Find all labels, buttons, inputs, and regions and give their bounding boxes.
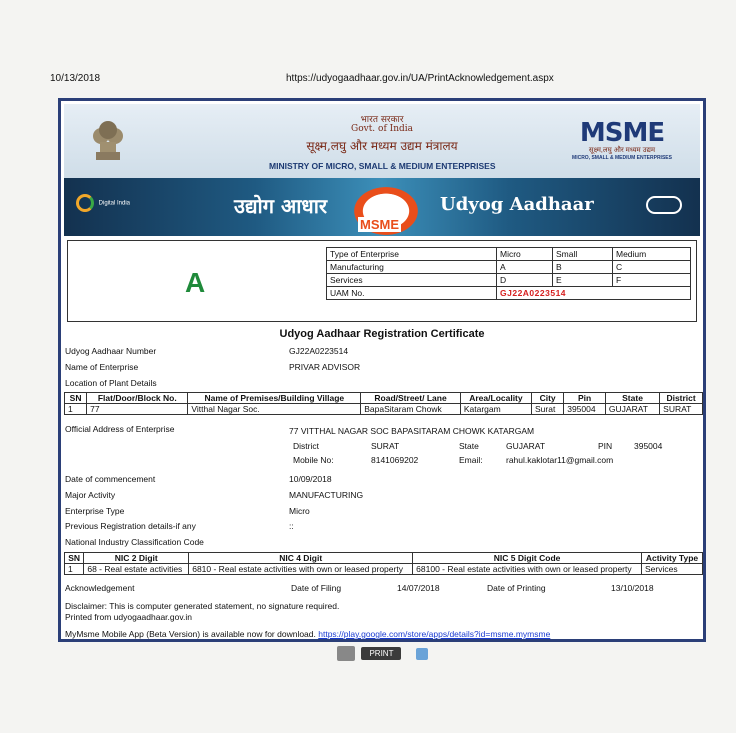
uan-value: GJ22A0223514 (289, 346, 349, 356)
home-icon[interactable] (416, 648, 428, 660)
enterprise-category-box (67, 240, 697, 322)
column-header: SN (65, 553, 84, 564)
column-header: NIC 2 Digit (84, 553, 189, 564)
udyog-aadhaar-seal-icon (350, 184, 422, 238)
table-row (327, 248, 691, 261)
table-cell: BapaSitaram Chowk (361, 404, 461, 415)
commencement-label: Date of commencement (65, 474, 156, 484)
table-row (327, 287, 691, 300)
uam-number: GJ22A0223514 (497, 287, 691, 300)
certificate-frame (58, 98, 706, 642)
table-cell: SURAT (660, 404, 703, 415)
table-row (327, 274, 691, 287)
table-cell: Surat (532, 404, 564, 415)
filing-date-label: Date of Filing (291, 583, 342, 593)
printing-date-value: 13/10/2018 (611, 583, 654, 593)
print-toolbar (337, 645, 428, 663)
table-cell: E (553, 274, 613, 287)
table-cell: 1 (65, 564, 84, 575)
column-header: Pin (564, 393, 606, 404)
digital-india-icon (76, 194, 94, 212)
district-value: SURAT (371, 441, 400, 451)
mobile-app-text: MyMsme Mobile App (Beta Version) is available now for download. (65, 629, 316, 639)
certificate-title: Udyog Aadhaar Registration Certificate (279, 328, 485, 340)
pin-value: 395004 (634, 441, 663, 451)
table-header-row (65, 553, 703, 564)
column-header: Road/Street/ Lane (361, 393, 461, 404)
msme-logo-text: MSME (579, 118, 665, 148)
filing-date-value: 14/07/2018 (397, 583, 440, 593)
column-header: SN (65, 393, 87, 404)
enterprise-name-label: Name of Enterprise (65, 362, 139, 372)
enterprise-name-value: PRIVAR ADVISOR (289, 362, 361, 372)
digital-india-logo (76, 194, 130, 212)
govt-english: Govt. of India (351, 124, 413, 134)
banner-top (64, 104, 700, 178)
printing-date-label: Date of Printing (487, 583, 546, 593)
disclaimer: Disclaimer: This is computer generated statement, no signature required. (65, 601, 340, 611)
column-header: Name of Premises/Building Village (188, 393, 361, 404)
table-cell: Manufacturing (327, 261, 497, 274)
nic-code-label: National Industry Classification Code (65, 537, 204, 547)
table-cell: 395004 (564, 404, 606, 415)
nic-table (64, 552, 703, 575)
district-label: District (293, 441, 319, 451)
printed-from: Printed from udyogaadhaar.gov.in (65, 612, 192, 622)
table-row (65, 404, 703, 415)
print-url: https://udyogaadhaar.gov.in/UA/PrintAcknowledgement.aspx (286, 73, 554, 84)
seal-msme-text: MSME (360, 217, 399, 232)
plant-details-table (64, 392, 703, 415)
table-cell: 68 - Real estate activities (84, 564, 189, 575)
column-header: Flat/Door/Block No. (87, 393, 188, 404)
table-cell: Services (641, 564, 702, 575)
table-cell: 77 (87, 404, 188, 415)
table-cell: GUJARAT (605, 404, 659, 415)
major-activity-label: Major Activity (65, 490, 116, 500)
printer-icon[interactable] (337, 646, 355, 661)
enterprise-type-label: Enterprise Type (65, 506, 125, 516)
print-date: 10/13/2018 (50, 73, 101, 84)
table-cell: C (613, 261, 691, 274)
msme-logo-hindi: सूक्ष्म,लघु और मध्यम उद्यम (588, 147, 656, 154)
uan-label: Udyog Aadhaar Number (65, 346, 157, 356)
table-cell: Micro (497, 248, 553, 261)
govt-hindi: भारत सरकार (360, 115, 404, 125)
column-header: District (660, 393, 703, 404)
ministry-english: MINISTRY OF MICRO, SMALL & MEDIUM ENTERPRISES (269, 161, 496, 171)
mobile-label: Mobile No: (293, 455, 334, 465)
major-activity-value: MANUFACTURING (289, 490, 364, 500)
column-header: City (532, 393, 564, 404)
table-cell: B (553, 261, 613, 274)
enterprise-type-table (326, 247, 691, 300)
msme-logo (562, 120, 682, 172)
mobile-app-note (65, 629, 550, 639)
column-header: NIC 4 Digit (189, 553, 413, 564)
table-cell: D (497, 274, 553, 287)
table-cell: 1 (65, 404, 87, 415)
state-value: GUJARAT (506, 441, 546, 451)
commencement-value: 10/09/2018 (289, 474, 332, 484)
category-letter: A (185, 267, 206, 298)
table-header-row (65, 393, 703, 404)
table-cell: Type of Enterprise (327, 248, 497, 261)
print-button[interactable]: PRINT (361, 647, 401, 660)
table-cell: Vitthal Nagar Soc. (188, 404, 361, 415)
table-cell: A (497, 261, 553, 274)
udyog-english: Udyog Aadhaar (440, 194, 594, 215)
state-label: State (459, 441, 479, 451)
table-cell: 68100 - Real estate activities with own or leased property (413, 564, 642, 575)
previous-registration-label: Previous Registration details-if any (65, 521, 196, 531)
previous-registration-value: :: (289, 521, 294, 531)
table-cell: Small (553, 248, 613, 261)
mobile-value: 8141069202 (371, 455, 419, 465)
column-header: Activity Type (641, 553, 702, 564)
uam-label: UAM No. (327, 287, 497, 300)
column-header: NIC 5 Digit Code (413, 553, 642, 564)
column-header: Area/Locality (460, 393, 531, 404)
column-header: State (605, 393, 659, 404)
official-address-label: Official Address of Enterprise (65, 424, 175, 434)
pin-label: PIN (598, 441, 613, 451)
table-row (65, 564, 703, 575)
email-label: Email: (459, 455, 483, 465)
table-cell: Services (327, 274, 497, 287)
ministry-hindi: सूक्ष्म,लघु और मध्यम उद्यम मंत्रालय (306, 139, 458, 153)
msme-logo-english: MICRO, SMALL & MEDIUM ENTERPRISES (572, 155, 672, 161)
enterprise-type-value: Micro (289, 506, 310, 516)
aadhaar-logo-icon (646, 196, 682, 214)
table-cell: 6810 - Real estate activities with own or leased property (189, 564, 413, 575)
banner-udyog (64, 178, 700, 236)
plant-location-label: Location of Plant Details (65, 378, 157, 388)
mobile-app-link[interactable]: https://play.google.com/store/apps/details?id=msme.mymsme (318, 629, 551, 639)
table-cell: Katargam (460, 404, 531, 415)
table-row (327, 261, 691, 274)
official-address-value: 77 VITTHAL NAGAR SOC BAPASITARAM CHOWK KATARGAM (289, 426, 535, 436)
email-value: rahul.kaklotar11@gmail.com (506, 455, 614, 465)
table-cell: Medium (613, 248, 691, 261)
udyog-hindi: उद्योग आधार (234, 194, 328, 218)
digital-india-label: Digital India (98, 200, 131, 207)
acknowledgement-label: Acknowledgement (65, 583, 135, 593)
table-cell: F (613, 274, 691, 287)
